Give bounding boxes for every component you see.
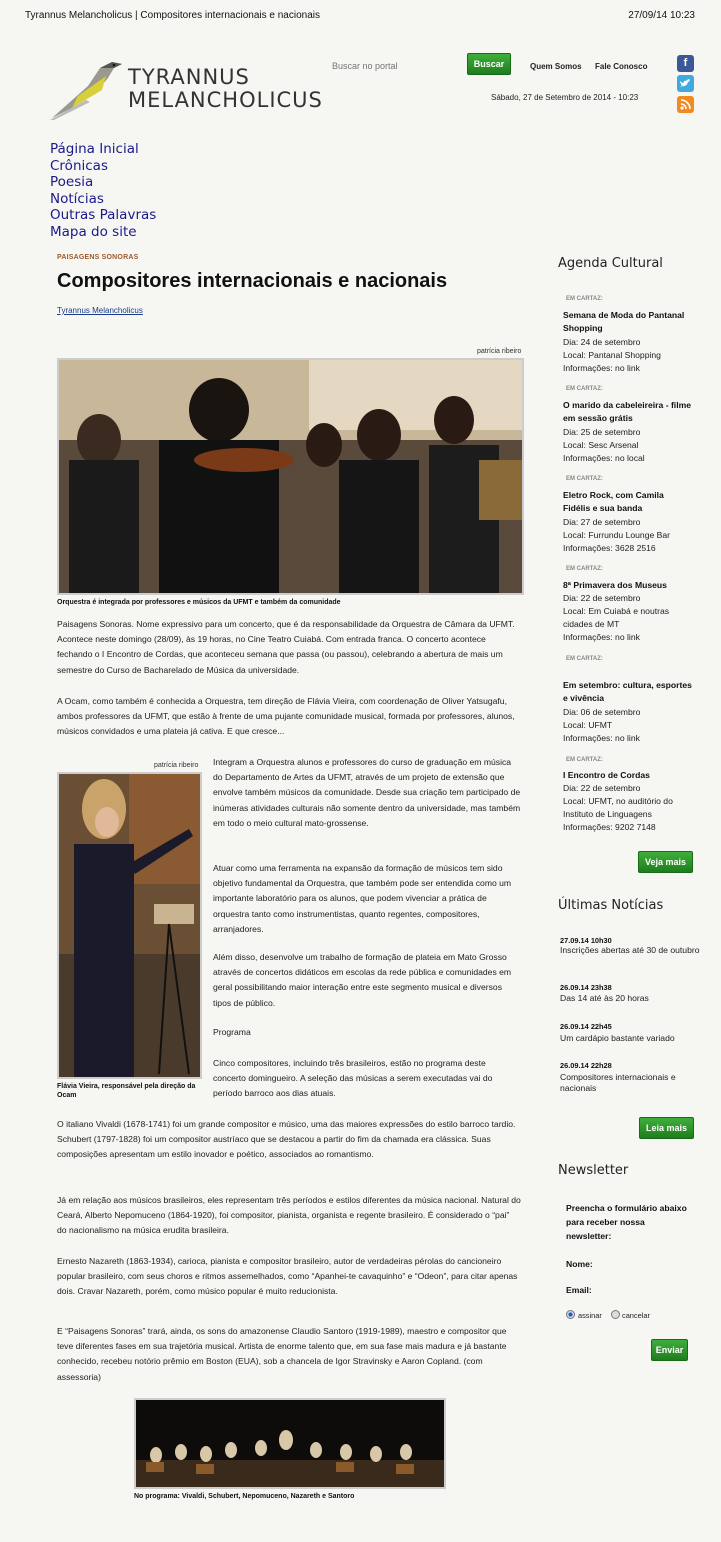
article-title: Compositores internacionais e nacionais [57, 270, 448, 292]
newsletter-intro: Preencha o formulário abaixo para receber nossa newsletter: [566, 1203, 687, 1242]
event-category: EM CARTAZ: [566, 296, 603, 302]
news-date: 27.09.14 10h30 [560, 936, 612, 945]
article-paragraph: Além disso, desenvolve um trabalho de formação de plateia em Mato Grosso através de concertos didáticos em escolas da rede pública e comunidades em geral possibilitando maior interação entre este segmento musical e diversos tipos de público. [213, 952, 512, 1008]
nav-item-cronicas[interactable]: Crônicas [50, 157, 108, 174]
logo-line-1: TYRANNUS [128, 65, 250, 89]
news-date: 26.09.14 22h45 [560, 1022, 612, 1031]
event-title-link[interactable]: Em setembro: cultura, esportes e vivência [563, 680, 692, 703]
article-paragraph: Paisagens Sonoras. Nome expressivo para um concerto, que é da responsabilidade da Orquestra de Câmara da UFMT. Acontece neste domingo (28/09), às 19 horas, no Cine Teatro Cuiabá. Com entrada franca. O concerto acontece fechando o I Encontro de Cordas, que aconteceu semana que passa (ou passou), celebrando a abertura de mais um semestre do Curso de Bacharelado de Música da universidade. [57, 619, 515, 675]
cancel-label: cancelar [622, 1311, 650, 1320]
main-nav [50, 141, 156, 241]
news-date: 26.09.14 22h28 [560, 1061, 612, 1070]
article-paragraph: Integram a Orquestra alunos e professores do curso de graduação em música do Departamento de Artes da UFMT, através de um projeto de extensão que envolve também músicos da comunidade. Desde sua criação tem participado de inúmeras atividades culturais não somente dentro da universidade, mas também em todo o meio cultural mato-grossense. [213, 757, 521, 828]
rss-icon[interactable] [677, 96, 694, 113]
event-date: Dia: 27 de setembro [563, 517, 641, 527]
event-date: Dia: 06 de setembro [563, 707, 641, 717]
event-title-link[interactable]: I Encontro de Cordas [563, 770, 650, 780]
print-header [0, 10, 721, 24]
conductor-photo [57, 772, 202, 1079]
site-name [128, 66, 323, 112]
event-location: Local: Sesc Arsenal [563, 440, 639, 450]
photo-caption: Flávia Vieira, responsável pela direção da Ocam [57, 1083, 196, 1099]
nav-item-mapa-do-site[interactable]: Mapa do site [50, 223, 137, 240]
orchestra-stage-photo [134, 1398, 446, 1489]
current-date: Sábado, 27 de Setembro de 2014 - 10:23 [491, 93, 639, 102]
subscribe-label: assinar [578, 1311, 602, 1320]
article-paragraph: E “Paisagens Sonoras” trará, ainda, os sons do amazonense Claudio Santoro (1919-1989), maestro e compositor que teve diferentes fases em sua trajetória musical. Artista de enorme talento que, em sua fase mais madura e já bastante conhecido, recebeu notório prêmio em Boston (EUA), sob a chancela de Igor Stravinsky e Aaron Copland. (com assessoria) [57, 1326, 507, 1382]
article-author-link[interactable]: Tyrannus Melancholicus [57, 306, 143, 315]
orchestra-photo [57, 358, 524, 595]
article-paragraph: Atuar como uma ferramenta na expansão da formação de músicos tem sido objetivo fundamental da Orquestra, que também pode ser entendida como um importante laboratório para os alunos, que podem vivenciar a prática de orquestra tanto como instrumentistas, quanto regentes, compositores, arranjadores. [213, 863, 512, 934]
agenda-heading: Agenda Cultural [558, 256, 663, 271]
event-info: Informações: 9202 7148 [563, 822, 656, 832]
news-more-button[interactable]: Leia mais [639, 1117, 694, 1139]
photo-caption: No programa: Vivaldi, Schubert, Nepomuceno, Nazareth e Santoro [134, 1493, 355, 1500]
twitter-icon[interactable] [677, 75, 694, 92]
newsletter-email-label: Email: [566, 1285, 592, 1295]
nav-item-outras-palavras[interactable]: Outras Palavras [50, 207, 157, 224]
event-info: Informações: no link [563, 363, 640, 373]
article-subheading: Programa [213, 1027, 251, 1037]
newsletter-submit-button[interactable]: Enviar [651, 1339, 688, 1361]
event-category: EM CARTAZ: [566, 656, 603, 662]
event-title-link[interactable]: O marido da cabeleireira - filme em sessão grátis [563, 400, 691, 423]
newsletter-name-label: Nome: [566, 1259, 593, 1269]
article-paragraph: A Ocam, como também é conhecida a Orquestra, tem direção de Flávia Vieira, com coordenação de Oliver Yatsugafu, ambos professores da UFMT, que estão à frente de uma pujante comunidade musical, formada por professores, alunos, músicos convidados e uma plateia já cativa. E que cresce... [57, 696, 515, 737]
quem-somos-link[interactable]: Quem Somos [530, 62, 582, 71]
event-location: Local: Pantanal Shopping [563, 350, 661, 360]
conductor-photo-image [59, 774, 200, 1077]
event-date: Dia: 24 de setembro [563, 337, 641, 347]
news-link[interactable]: Das 14 até às 20 horas [560, 993, 649, 1003]
bird-logo-icon [48, 56, 128, 122]
event-info: Informações: no link [563, 632, 640, 642]
photo-credit: patrícia ribeiro [154, 762, 199, 769]
print-datetime: 27/09/14 10:23 [628, 10, 695, 21]
event-info: Informações: no link [563, 733, 640, 743]
facebook-icon[interactable]: f [677, 55, 694, 72]
subscribe-radio[interactable] [566, 1310, 575, 1319]
event-title-link[interactable]: 8ª Primavera dos Museus [563, 580, 667, 590]
news-link[interactable]: Inscrições abertas até 30 de outubro [560, 945, 700, 955]
event-category: EM CARTAZ: [566, 566, 603, 572]
orchestra-stage-photo-image [136, 1400, 444, 1487]
event-location: Local: Em Cuiabá e noutras cidades de MT [563, 606, 670, 629]
agenda-more-button[interactable]: Veja mais [638, 851, 693, 873]
event-date: Dia: 22 de setembro [563, 593, 641, 603]
article-section-label: PAISAGENS SONORAS [57, 254, 139, 261]
cancel-radio[interactable] [611, 1310, 620, 1319]
article-paragraph: O italiano Vivaldi (1678-1741) foi um grande compositor e músico, uma das maiores expressões do estilo barroco tardio. Schubert (1797-1828) foi um compositor austríaco que se destacou a partir do fim da chamada era clássica. Suas composições apresentam um estilo inovador e poético, associados ao romantismo. [57, 1119, 516, 1160]
event-location: Local: UFMT [563, 720, 613, 730]
news-link[interactable]: Compositores internacionais e nacionais [560, 1072, 676, 1094]
nav-item-pagina-inicial[interactable]: Página Inicial [50, 141, 139, 157]
article-paragraph: Ernesto Nazareth (1863-1934), carioca, pianista e compositor brasileiro, autor de verdadeiras pérolas do cancioneiro popular brasileiro, com seus choros e ritmos assemelhados, como “Apanhei-te cavaquinho” e “Odeon”, para citar apenas dois. Cravar Nazareth, porém, como músico popular é muito reducionista. [57, 1256, 518, 1297]
fale-conosco-link[interactable]: Fale Conosco [595, 62, 648, 71]
orchestra-photo-image [59, 360, 522, 593]
event-location: Local: Furrundu Lounge Bar [563, 530, 671, 540]
event-info: Informações: no local [563, 453, 645, 463]
photo-credit: patrícia ribeiro [477, 348, 522, 355]
search-button[interactable]: Buscar [467, 53, 511, 75]
event-date: Dia: 22 de setembro [563, 783, 641, 793]
photo-caption: Orquestra é integrada por professores e músicos da UFMT e também da comunidade [57, 599, 341, 606]
site-logo[interactable] [48, 56, 338, 122]
article-paragraph: Já em relação aos músicos brasileiros, eles representam três períodos e estilos diferentes da música nacional. Natural do Ceará, Alberto Nepomuceno (1864-1920), foi compositor, pianista, organista e regente brasileiro. É considerado o “pai” do nacionalismo na música erudita brasileira. [57, 1195, 521, 1236]
search-input[interactable] [330, 58, 454, 74]
logo-line-2: MELANCHOLICUS [128, 88, 323, 112]
event-location: Local: UFMT, no auditório do Instituto de Linguagens [563, 796, 673, 819]
article-paragraph: Cinco compositores, incluindo três brasileiros, estão no programa deste concerto domingueiro. A seleção das músicas a serem executadas vai do período barroco aos dias atuais. [213, 1058, 493, 1099]
nav-item-noticias[interactable]: Notícias [50, 190, 104, 207]
news-date: 26.09.14 23h38 [560, 983, 612, 992]
newsletter-heading: Newsletter [558, 1163, 629, 1178]
event-title-link[interactable]: Semana de Moda do Pantanal Shopping [563, 310, 685, 333]
nav-item-poesia[interactable]: Poesia [50, 174, 94, 191]
event-category: EM CARTAZ: [566, 476, 603, 482]
event-category: EM CARTAZ: [566, 757, 603, 763]
event-category: EM CARTAZ: [566, 386, 603, 392]
event-date: Dia: 25 de setembro [563, 427, 641, 437]
event-info: Informações: 3628 2516 [563, 543, 656, 553]
event-title-link[interactable]: Eletro Rock, com Camila Fidélis e sua banda [563, 490, 664, 513]
print-page-title: Tyrannus Melancholicus | Compositores internacionais e nacionais [25, 10, 320, 21]
news-heading: Últimas Notícias [558, 898, 664, 913]
news-link[interactable]: Um cardápio bastante variado [560, 1033, 675, 1043]
